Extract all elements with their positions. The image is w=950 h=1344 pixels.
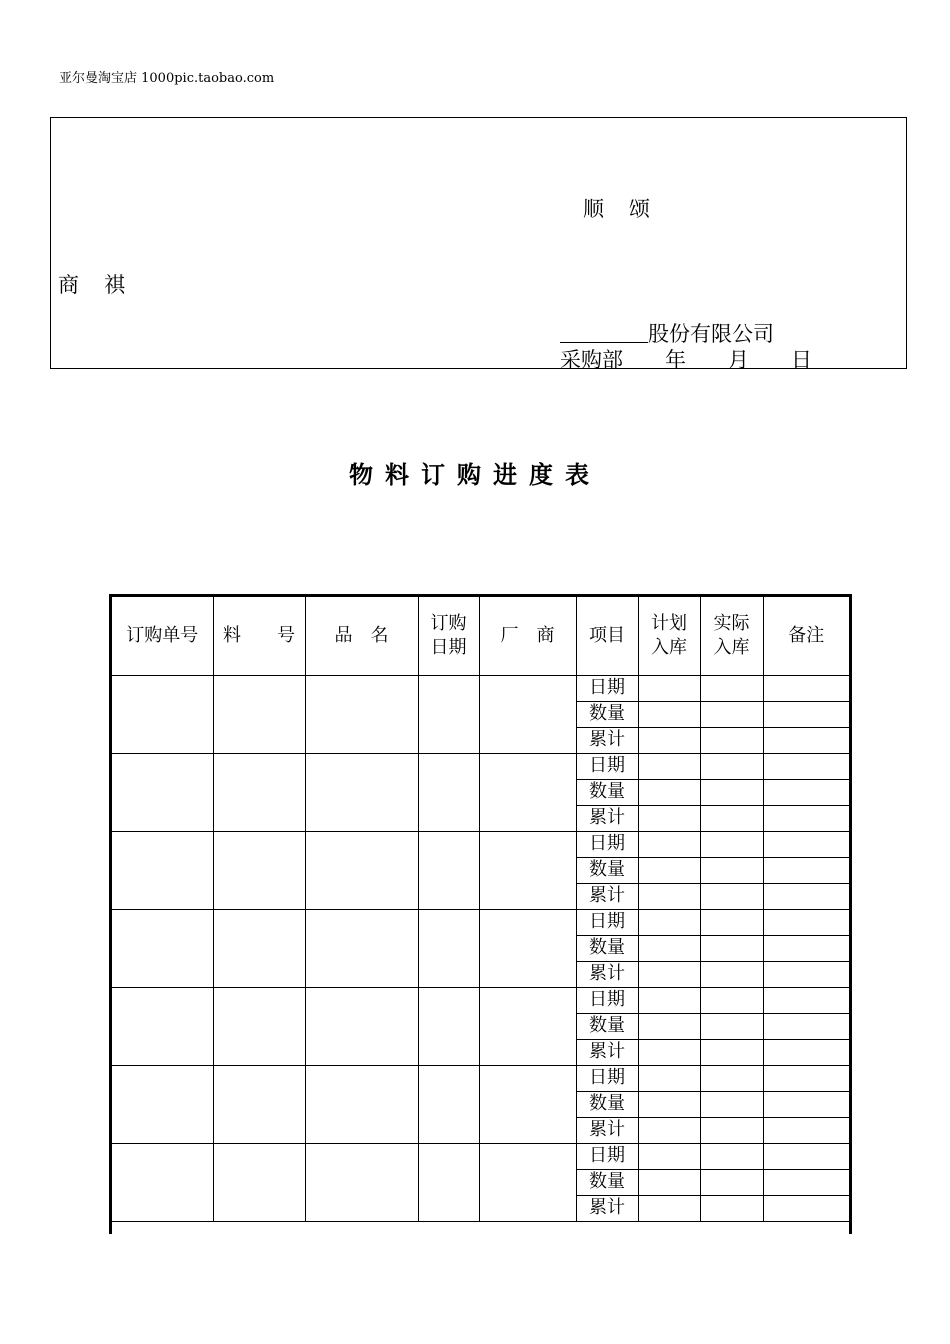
order-no-cell[interactable] (112, 831, 213, 909)
order-date-cell[interactable] (418, 1065, 479, 1143)
order-no-cell[interactable] (112, 753, 213, 831)
remarks-cell[interactable] (763, 935, 849, 961)
planned-receipt-cell[interactable] (638, 935, 700, 961)
order-no-cell[interactable] (112, 675, 213, 753)
actual-receipt-cell[interactable] (700, 1091, 763, 1117)
progress-table-frame (109, 594, 852, 1234)
part-no-cell[interactable] (213, 753, 305, 831)
order-date-cell[interactable] (418, 675, 479, 753)
order-no-cell[interactable] (112, 987, 213, 1065)
item-label-cell: 数量 (576, 857, 638, 883)
item-label-cell: 日期 (576, 1065, 638, 1091)
remarks-cell[interactable] (763, 909, 849, 935)
actual-receipt-cell[interactable] (700, 753, 763, 779)
planned-receipt-cell[interactable] (638, 1195, 700, 1221)
actual-receipt-cell[interactable] (700, 1195, 763, 1221)
item-name-cell[interactable] (305, 753, 418, 831)
remarks-cell[interactable] (763, 1013, 849, 1039)
actual-receipt-cell[interactable] (700, 961, 763, 987)
actual-receipt-cell[interactable] (700, 1117, 763, 1143)
remarks-cell[interactable] (763, 987, 849, 1013)
actual-receipt-cell[interactable] (700, 909, 763, 935)
planned-receipt-cell[interactable] (638, 675, 700, 701)
remarks-cell[interactable] (763, 753, 849, 779)
remarks-cell[interactable] (763, 961, 849, 987)
actual-receipt-cell[interactable] (700, 701, 763, 727)
company-name-blank[interactable] (560, 322, 648, 343)
remarks-cell[interactable] (763, 883, 849, 909)
header-vendor: 厂 商 (479, 597, 576, 675)
item-label-cell: 累计 (576, 727, 638, 753)
planned-receipt-cell[interactable] (638, 961, 700, 987)
item-label-cell: 累计 (576, 883, 638, 909)
remarks-cell[interactable] (763, 1195, 849, 1221)
table-row (112, 831, 849, 857)
sign-date-line: 采购部 年 月 日 (560, 348, 812, 372)
header-remarks: 备注 (763, 597, 849, 675)
item-label-cell: 日期 (576, 909, 638, 935)
item-label-cell: 日期 (576, 675, 638, 701)
actual-receipt-cell[interactable] (700, 1169, 763, 1195)
planned-receipt-cell[interactable] (638, 1169, 700, 1195)
item-label-cell: 数量 (576, 935, 638, 961)
part-no-cell[interactable] (213, 831, 305, 909)
item-label-cell: 累计 (576, 1039, 638, 1065)
item-label-cell: 数量 (576, 1169, 638, 1195)
header-order-no: 订购单号 (112, 597, 213, 675)
item-label-cell: 累计 (576, 1195, 638, 1221)
actual-receipt-cell[interactable] (700, 883, 763, 909)
planned-receipt-cell[interactable] (638, 753, 700, 779)
vendor-cell[interactable] (479, 831, 576, 909)
planned-receipt-cell[interactable] (638, 987, 700, 1013)
order-date-cell[interactable] (418, 753, 479, 831)
planned-receipt-cell[interactable] (638, 883, 700, 909)
order-no-cell[interactable] (112, 1143, 213, 1221)
planned-receipt-cell[interactable] (638, 1013, 700, 1039)
planned-receipt-cell[interactable] (638, 805, 700, 831)
actual-receipt-cell[interactable] (700, 1039, 763, 1065)
item-name-cell[interactable] (305, 831, 418, 909)
item-label-cell: 日期 (576, 831, 638, 857)
remarks-cell[interactable] (763, 831, 849, 857)
vendor-cell[interactable] (479, 987, 576, 1065)
vendor-cell[interactable] (479, 753, 576, 831)
order-date-cell[interactable] (418, 909, 479, 987)
part-no-cell[interactable] (213, 987, 305, 1065)
closing-text: 商 祺 (58, 273, 127, 297)
remarks-cell[interactable] (763, 701, 849, 727)
part-no-cell[interactable] (213, 1065, 305, 1143)
vendor-cell[interactable] (479, 1065, 576, 1143)
header-item: 项目 (576, 597, 638, 675)
progress-table (112, 597, 849, 1222)
header-planned-receipt: 计划 入库 (638, 597, 700, 675)
item-label-cell: 日期 (576, 1143, 638, 1169)
planned-receipt-cell[interactable] (638, 779, 700, 805)
table-body (112, 675, 849, 1221)
planned-receipt-cell[interactable] (638, 701, 700, 727)
letter-box (50, 117, 907, 372)
item-label-cell: 数量 (576, 779, 638, 805)
planned-receipt-cell[interactable] (638, 727, 700, 753)
header-part-no: 料 号 (213, 597, 305, 675)
item-label-cell: 累计 (576, 961, 638, 987)
remarks-cell[interactable] (763, 805, 849, 831)
item-label-cell: 数量 (576, 701, 638, 727)
order-date-cell[interactable] (418, 987, 479, 1065)
item-label-cell: 数量 (576, 1013, 638, 1039)
part-no-cell[interactable] (213, 1143, 305, 1221)
item-label-cell: 数量 (576, 1091, 638, 1117)
table-row (112, 909, 849, 935)
part-no-cell[interactable] (213, 675, 305, 753)
remarks-cell[interactable] (763, 1065, 849, 1091)
item-name-cell[interactable] (305, 1065, 418, 1143)
planned-receipt-cell[interactable] (638, 831, 700, 857)
actual-receipt-cell[interactable] (700, 805, 763, 831)
planned-receipt-cell[interactable] (638, 857, 700, 883)
header-item-name: 品 名 (305, 597, 418, 675)
actual-receipt-cell[interactable] (700, 857, 763, 883)
actual-receipt-cell[interactable] (700, 831, 763, 857)
actual-receipt-cell[interactable] (700, 1065, 763, 1091)
order-date-cell[interactable] (418, 1143, 479, 1221)
header-actual-receipt: 实际 入库 (700, 597, 763, 675)
planned-receipt-cell[interactable] (638, 909, 700, 935)
planned-receipt-cell[interactable] (638, 1091, 700, 1117)
page-title: 物料订购进度表 (349, 461, 601, 489)
planned-receipt-cell[interactable] (638, 1143, 700, 1169)
remarks-cell[interactable] (763, 1143, 849, 1169)
company-suffix: 股份有限公司 (648, 322, 774, 346)
planned-receipt-cell[interactable] (638, 1065, 700, 1091)
actual-receipt-cell[interactable] (700, 727, 763, 753)
table-row (112, 1065, 849, 1091)
table-header-row (112, 597, 849, 675)
vendor-cell[interactable] (479, 909, 576, 987)
table-row (112, 1143, 849, 1169)
vendor-cell[interactable] (479, 1143, 576, 1221)
order-date-cell[interactable] (418, 831, 479, 909)
table-row (112, 675, 849, 701)
actual-receipt-cell[interactable] (700, 675, 763, 701)
item-label-cell: 累计 (576, 1117, 638, 1143)
header-order-date: 订购 日期 (418, 597, 479, 675)
table-row (112, 987, 849, 1013)
actual-receipt-cell[interactable] (700, 779, 763, 805)
actual-receipt-cell[interactable] (700, 987, 763, 1013)
item-name-cell[interactable] (305, 909, 418, 987)
actual-receipt-cell[interactable] (700, 935, 763, 961)
item-name-cell[interactable] (305, 987, 418, 1065)
actual-receipt-cell[interactable] (700, 1013, 763, 1039)
remarks-cell[interactable] (763, 1117, 849, 1143)
item-label-cell: 日期 (576, 987, 638, 1013)
remarks-cell[interactable] (763, 727, 849, 753)
remarks-cell[interactable] (763, 675, 849, 701)
item-label-cell: 日期 (576, 753, 638, 779)
greeting-text: 顺 颂 (583, 197, 652, 221)
item-name-cell[interactable] (305, 1143, 418, 1221)
part-no-cell[interactable] (213, 909, 305, 987)
vendor-cell[interactable] (479, 675, 576, 753)
remarks-cell[interactable] (763, 1169, 849, 1195)
actual-receipt-cell[interactable] (700, 1143, 763, 1169)
remarks-cell[interactable] (763, 1039, 849, 1065)
order-no-cell[interactable] (112, 1065, 213, 1143)
item-label-cell: 累计 (576, 805, 638, 831)
remarks-cell[interactable] (763, 779, 849, 805)
item-name-cell[interactable] (305, 675, 418, 753)
planned-receipt-cell[interactable] (638, 1039, 700, 1065)
order-no-cell[interactable] (112, 909, 213, 987)
table-row (112, 753, 849, 779)
remarks-cell[interactable] (763, 857, 849, 883)
remarks-cell[interactable] (763, 1091, 849, 1117)
watermark-text: 亚尔曼淘宝店 1000pic.taobao.com (59, 71, 275, 86)
planned-receipt-cell[interactable] (638, 1117, 700, 1143)
